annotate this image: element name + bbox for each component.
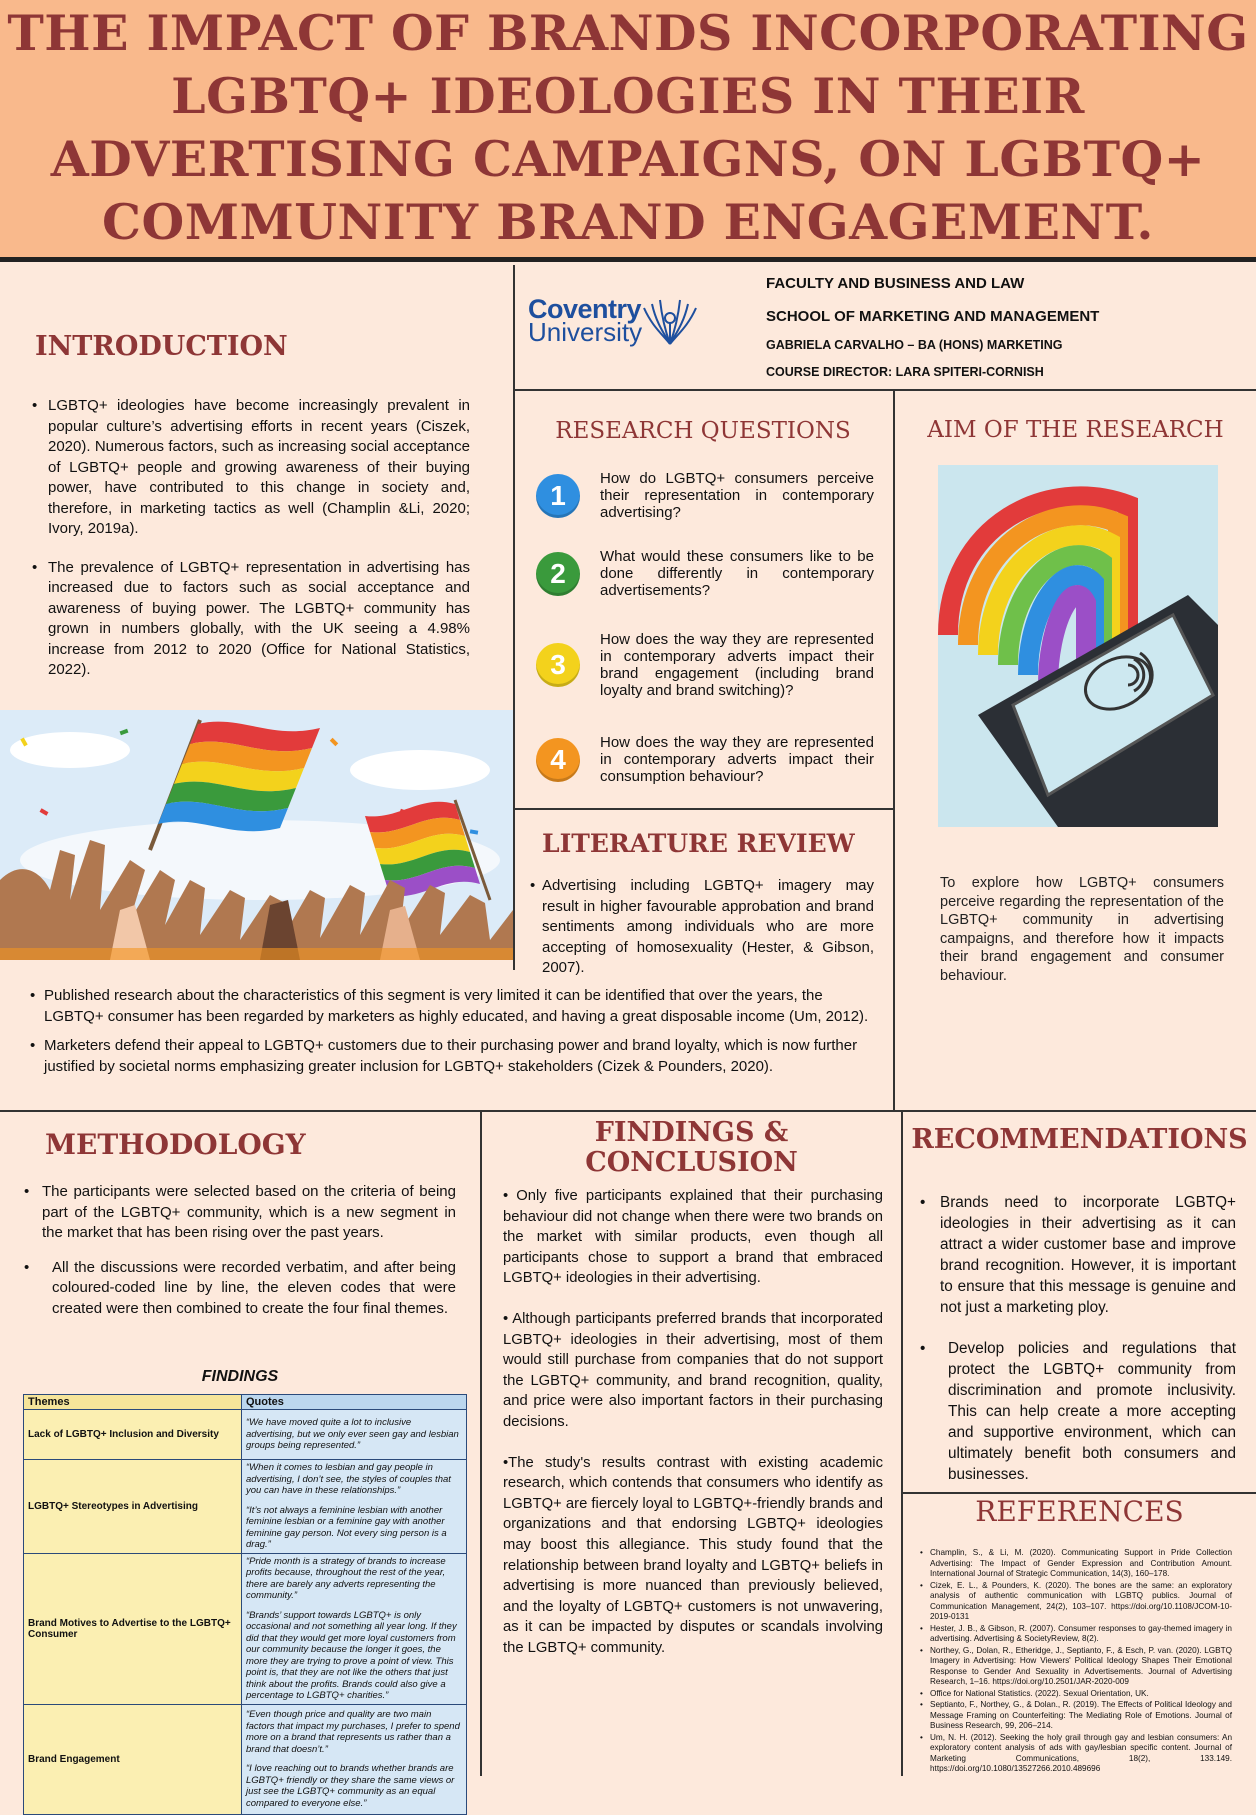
quote-cell (242, 1704, 467, 1814)
faculty-label: FACULTY AND BUSINESS AND LAW (766, 275, 1025, 292)
divider (513, 389, 1256, 391)
reference-item: • Office for National Statistics. (2022). Sexual Orientation, UK. (920, 1689, 1232, 1700)
research-question-text: How does the way they are represented in contemporary adverts impact their consumption behaviour? (600, 734, 874, 785)
findings-table (23, 1394, 467, 1815)
phoenix-icon (642, 296, 698, 348)
divider (893, 389, 895, 1111)
findings-paragraph: • Although participants preferred brands that incorporated LGBTQ+ ideologies in their advertising, most of them would still purchase from companies that do not support the LGBTQ+ community, and brand recognition, quality, and price were also important factors in their purchasing decisions. (503, 1310, 883, 1430)
reference-item: • Champlin, S., & Li, M. (2020). Communicating Support in Pride Collection Advertising: The Impact of Gender Expression and Contribution Amount. International Journal of Strategic Communication, 14(3), 160–178. (920, 1548, 1232, 1580)
references-heading: REFERENCES (975, 1495, 1184, 1528)
quote-text: “I love reaching out to brands whether brands are LGBTQ+ friendly or they share the same views or just see the LGBTQ+ community as an equal compared to everyone else.” (246, 1763, 455, 1809)
aim-heading: AIM OF THE RESEARCH (927, 417, 1224, 443)
research-questions-heading: RESEARCH QUESTIONS (555, 418, 851, 444)
introduction-heading: INTRODUCTION (35, 331, 288, 362)
quote-text: “Even though price and quality are two main factors that impact my purchases, I prefer to spend more on a brand that represents us rather than a brand that doesn’t.” (246, 1709, 460, 1755)
literature-review-wide-bullet: • Published research about the characteristics of this segment is very limited it can be identified that over the years, the LGBTQ+ consumer has been regarded by marketers as highly educated, and having a great disposable income (Um, 2012). (28, 986, 880, 1027)
number-1-icon: 1 (536, 474, 580, 518)
number-4-icon: 4 (536, 738, 580, 782)
research-question-3 (536, 631, 874, 699)
quote-text: “We have moved quite a lot to inclusive advertising, but we only ever seen gay and lesbian groups being represented.” (246, 1417, 459, 1452)
methodology-bullet: • The participants were selected based on the criteria of being part of the LGBTQ+ community, which is a new segment in the market that has been rising over the past years. (22, 1182, 456, 1244)
theme-cell: LGBTQ+ Stereotypes in Advertising (24, 1460, 242, 1554)
quote-cell (242, 1460, 467, 1554)
aim-text: To explore how LGBTQ+ consumers perceive regarding the representation of the LGBTQ+ community in advertising campaigns, and therefore how it impacts their brand engagement and consumer behaviour. (940, 875, 1224, 984)
findings-heading-line: FINDINGS & (594, 1117, 789, 1148)
quote-text: “Pride month is a strategy of brands to increase profits because, throughout the rest of the year, there are barely any adverts representing the community.” (246, 1555, 446, 1601)
university-logo (528, 296, 698, 356)
theme-cell: Lack of LGBTQ+ Inclusion and Diversity (24, 1410, 242, 1460)
research-question-text: What would these consumers like to be done differently in contemporary advertisements? (600, 548, 874, 599)
divider (901, 1110, 903, 1776)
research-question-text: How do LGBTQ+ consumers perceive their representation in contemporary advertising? (600, 470, 874, 521)
research-question-text: How does the way they are represented in contemporary adverts impact their brand engagement (including brand loyalty and brand switching)? (600, 631, 874, 699)
literature-review-bullet (530, 876, 874, 979)
literature-review-wide-bullet: • Marketers defend their appeal to LGBTQ+ customers due to their purchasing power and brand loyalty, which is now further justified by societal norms emphasizing greater inclusion for LGBTQ+ stakeholders (Cizek & Pounders, 2020). (28, 1036, 880, 1077)
number-2-icon: 2 (536, 552, 580, 596)
introduction-list (30, 396, 470, 699)
table-row (24, 1553, 467, 1704)
table-row (24, 1460, 467, 1554)
findings-paragraph: • Only five participants explained that their purchasing behaviour did not change when there were two brands on the market with similar products, even though all participants chose to support a brand that embraced LGBTQ+ ideologies in their advertising. (503, 1188, 883, 1287)
literature-review-heading: LITERATURE REVIEW (542, 829, 855, 858)
bullet-icon: • (530, 877, 536, 894)
rainbow-card-terminal-illustration (938, 465, 1218, 827)
literature-review-wide-list (28, 986, 880, 1095)
table-header-quotes: Quotes (242, 1395, 467, 1410)
research-question-2 (536, 548, 874, 599)
quote-cell (242, 1553, 467, 1704)
theme-cell: Brand Engagement (24, 1704, 242, 1814)
logo-text-line1: Coventry (528, 294, 642, 324)
pride-crowd-illustration (0, 710, 513, 960)
theme-cell: Brand Motives to Advertise to the LGBTQ+ Consumer (24, 1553, 242, 1704)
divider (513, 808, 893, 810)
divider (513, 265, 515, 970)
introduction-bullet: • The prevalence of LGBTQ+ representation in advertising has increased due to factors such as social acceptance and awareness of buying power. The LGBTQ+ community has grown in numbers globally, with the UK seeing a 4.98% increase from 2012 to 2020 (Office for National Statistics, 2022). (30, 558, 470, 681)
reference-item: • Hester, J. B., & Gibson, R. (2007). Consumer responses to gay-themed imagery in advertising. Advertising & SocietyReview, 8(2). (920, 1624, 1232, 1645)
recommendations-list (918, 1192, 1236, 1503)
findings-text (503, 1186, 883, 1658)
author-label: GABRIELA CARVALHO – BA (HONS) MARKETING (766, 338, 1063, 352)
recommendation-bullet: • Develop policies and regulations that protect the LGBTQ+ community from discrimination and promote inclusivity. This can help create a more accepting and supportive environment, which can ultimately benefit both consumers and businesses. (918, 1338, 1236, 1485)
table-row (24, 1704, 467, 1814)
methodology-list (22, 1182, 456, 1337)
director-label: COURSE DIRECTOR: LARA SPITERI-CORNISH (766, 365, 1044, 379)
findings-table-title: FINDINGS (201, 1368, 279, 1385)
findings-heading (482, 1118, 901, 1178)
reference-item: • Cizek, E. L., & Pounders, K. (2020). The bones are the same: an exploratory analysis of authentic communication with LGBTQ publics. Journal of Communication Management, 24(2), 103–107. https://doi.org/10.1108/JCOM-10-2019-0131 (920, 1581, 1232, 1623)
reference-item: • Um, N. H. (2012). Seeking the holy grail through gay and lesbian consumers: An exploratory content analysis of ads with gay/lesbian specific content. Journal of Marketing Communications, 18(2), 133.149. https://doi.org/10.1080/13527266.2010.489696 (920, 1733, 1232, 1775)
references-list (920, 1548, 1232, 1776)
divider (0, 1110, 1256, 1112)
methodology-bullet: • All the discussions were recorded verbatim, and after being coloured-coded line by line, the eleven codes that were created were then combined to create the four final themes. (22, 1258, 456, 1320)
table-row (24, 1410, 467, 1460)
logo-text-line2: University (528, 317, 643, 347)
literature-review-text: Advertising including LGBTQ+ imagery may result in higher favourable approbation and brand sentiments among individuals who are more accepting of homosexuality (Hester, & Gibson, 2007). (542, 877, 874, 976)
research-question-4 (536, 734, 874, 785)
quote-text: “When it comes to lesbian and gay people in advertising, I don’t see, the styles of couples that you can have in these relationships.” (246, 1462, 451, 1496)
reference-item: • Septianto, F., Northey, G., & Dolan., R. (2019). The Effects of Political Ideology and Message Framing on Counterfeiting: The Mediating Role of Emotions. Journal of Business Research, 99, 206–214. (920, 1700, 1232, 1732)
recommendations-heading: RECOMMENDATIONS (911, 1124, 1248, 1155)
quote-text: “Brands’ support towards LGBTQ+ is only occasional and not something all year long. If they did that they would get more loyal customers from our community because the longer it goes, the more they are trying to prove a point of view. This point is, that they are not like the others that just think about the profits. Brands could also give a percentage to LGBTQ+ charities.” (246, 1609, 457, 1701)
recommendation-bullet: • Brands need to incorporate LGBTQ+ ideologies in their advertising as it can attract a wider customer base and improve brand recognition. However, it is important to ensure that this message is genuine and not just a marketing ploy. (918, 1192, 1236, 1318)
table-header-themes: Themes (24, 1395, 242, 1410)
poster-title: THE IMPACT OF BRANDS INCORPORATING LGBTQ+ IDEOLOGIES IN THEIR ADVERTISING CAMPAIGNS, ON LGBTQ+ COMMUNITY BRAND ENGAGEMENT. (7, 4, 1249, 251)
quote-cell (242, 1410, 467, 1460)
reference-item: • Northey, G., Dolan, R., Etheridge, J., Septianto, F., & Esch, P. van. (2020). LGBTQ Imagery in Advertising: How Viewers' Political Ideology Shapes Their Emotional Response to Gender And Sexuality in Advertisements. Journal of Advertising Research, 1–16. https://doi.org/10.2501/JAR-2020-009 (920, 1646, 1232, 1688)
number-3-icon: 3 (536, 643, 580, 687)
divider (480, 1110, 482, 1776)
school-label: SCHOOL OF MARKETING AND MANAGEMENT (766, 308, 1100, 325)
findings-paragraph: •The study's results contrast with existing academic research, which contends that consumers who identify as LGBTQ+ are fiercely loyal to LGBTQ+-friendly brands and organizations and that endorsing LGBTQ+ ideologies may boost this allegiance. This study found that the relationship between brand loyalty and LGBTQ+ beliefs in advertising is more nuanced than previously believed, and the loyalty of LGBTQ+ customers is not unwavering, as it can be impacted by disputes or scandals involving the LGBTQ+ community. (503, 1454, 883, 1656)
research-question-1 (536, 470, 874, 521)
title-banner (0, 0, 1256, 262)
quote-text: “It’s not always a feminine lesbian with another feminine lesbian or a feminine gay with another feminine gay person. Not every sing person is a drag.” (246, 1504, 447, 1550)
methodology-heading: METHODOLOGY (45, 1128, 306, 1161)
introduction-bullet: • LGBTQ+ ideologies have become increasingly prevalent in popular culture’s advertising efforts in recent years (Ciszek, 2020). Numerous factors, such as increasing social acceptance of LGBTQ+ people and growing awareness of their buying power, have contributed to this change in society and, therefore, in marketing tactics as well (Champlin &Li, 2020; Ivory, 2019a). (30, 396, 470, 540)
findings-heading-line: CONCLUSION (585, 1147, 798, 1178)
